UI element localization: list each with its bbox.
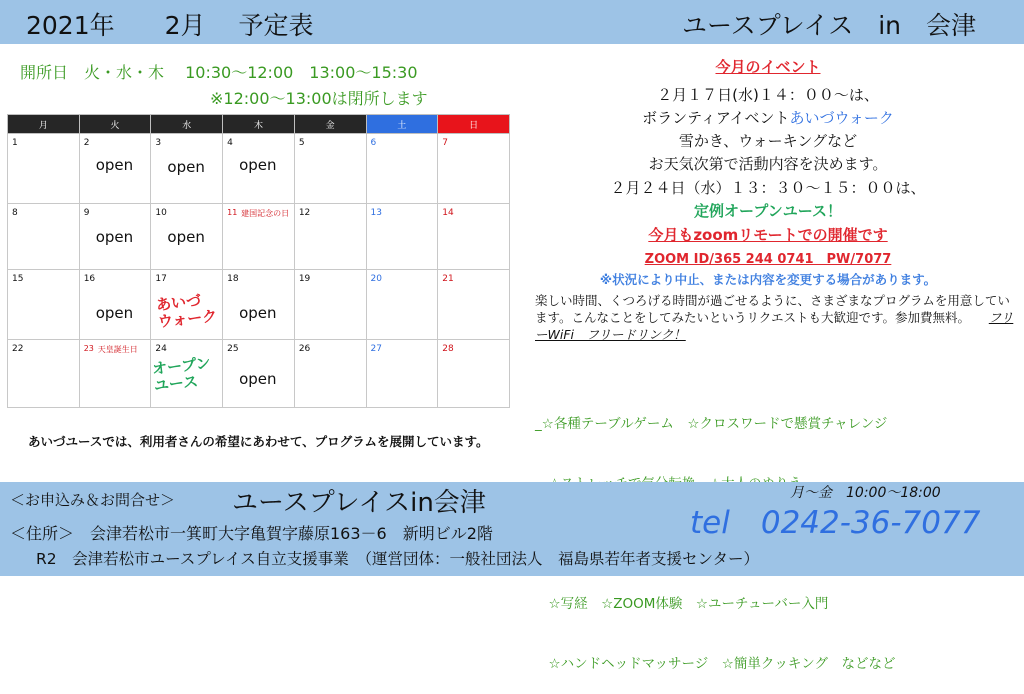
- calendar-day-cell: [223, 270, 295, 340]
- contact-label: ＜お申込み＆お問合せ＞: [10, 491, 176, 509]
- day-number: 16: [83, 274, 96, 284]
- day-number: 13: [370, 208, 382, 218]
- event-notice: ※状況により中止、または内容を変更する場合があります。: [599, 272, 937, 287]
- event-line-6: 定例オープンユース！: [694, 202, 842, 220]
- day-number: 2: [83, 138, 90, 148]
- calendar-day-cell: [8, 134, 80, 204]
- open-label: open: [95, 156, 134, 174]
- open-label: open: [239, 370, 277, 388]
- open-label: open: [95, 228, 134, 246]
- open-youth-label: オープン ユース: [151, 354, 212, 395]
- day-number: 9: [83, 208, 90, 218]
- page-title: 2021年 2月 予定表: [26, 11, 314, 40]
- holiday-label: 天皇誕生日: [97, 345, 138, 354]
- weekday-header: 金: [294, 115, 366, 134]
- calendar-day-cell: [79, 340, 151, 408]
- calendar-day-cell: [438, 134, 510, 204]
- office-hours: 月～金 10:00～18:00: [790, 485, 941, 501]
- event-line-3: 雪かき、ウォーキングなど: [678, 132, 858, 150]
- free-wifi-drink: フリーWiFi フリードリンク！: [535, 310, 1014, 342]
- day-number: 10: [155, 208, 167, 218]
- program-operator: R2 会津若松市ユースプレイス自立支援事業 （運営団体：一般社団法人 福島県若年者支援センター）: [36, 550, 759, 568]
- events-title: 今月のイベント: [715, 58, 821, 76]
- organization-title: ユースプレイス in 会津: [681, 11, 976, 40]
- calendar-day-cell: [8, 204, 80, 270]
- day-number: 17: [155, 274, 167, 284]
- day-number: 5: [298, 138, 305, 148]
- calendar-header-row: [8, 115, 510, 134]
- day-number: 3: [155, 138, 162, 148]
- day-number: 7: [442, 138, 448, 148]
- opening-hours: 開所日 火・水・木 10:30～12:00 13:00～15:30: [20, 63, 418, 82]
- calendar-day-cell: [79, 134, 151, 204]
- calendar-day-cell: [366, 204, 438, 270]
- calendar-week: [8, 204, 510, 270]
- day-number: 20: [370, 274, 382, 284]
- calendar-week: [8, 340, 510, 408]
- day-number: 21: [442, 274, 454, 284]
- calendar: [7, 114, 510, 408]
- day-number: 18: [227, 274, 239, 284]
- calendar-day-cell: [366, 270, 438, 340]
- event-line-2: [520, 107, 1016, 128]
- calendar-day-cell: [79, 204, 151, 270]
- calendar-day-cell: [366, 134, 438, 204]
- closed-hours-note: ※12:00～13:00は閉所します: [210, 89, 428, 108]
- weekday-header: 日: [438, 115, 510, 134]
- weekday-header: 水: [151, 115, 223, 134]
- open-label: open: [95, 304, 134, 322]
- calendar-day-cell: [294, 340, 366, 408]
- calendar-day-cell: [151, 134, 223, 204]
- calendar-body: [8, 134, 510, 408]
- program-item: _☆各種テーブルゲーム ☆クロスワードで懸賞チャレンジ: [535, 416, 888, 432]
- open-label: open: [239, 156, 277, 174]
- weekday-header: 火: [79, 115, 151, 134]
- calendar-week: [8, 270, 510, 340]
- calendar-day-cell: [151, 340, 223, 408]
- day-number: 4: [227, 138, 233, 148]
- day-number: 8: [12, 208, 18, 218]
- day-number: 26: [298, 344, 311, 354]
- event-line-7: 今月もzoomリモートでの開催です: [648, 226, 888, 244]
- event-line-4: お天気次第で活動内容を決めます。: [648, 155, 888, 173]
- calendar-day-cell: [79, 270, 151, 340]
- program-note: あいづユースでは、利用者さんの希望にあわせて、プログラムを展開しています。: [28, 434, 489, 449]
- day-number: 1: [12, 138, 18, 148]
- calendar-day-cell: [294, 134, 366, 204]
- day-number: 27: [370, 344, 382, 354]
- calendar-day-cell: [294, 204, 366, 270]
- day-number: 15: [12, 274, 24, 284]
- calendar-day-cell: [151, 270, 223, 340]
- event-line-1: ２月１７日(水)１４：００～は、: [657, 86, 879, 104]
- event-aizu-walk: あいづウォーク: [789, 109, 894, 127]
- weekday-header: 月: [8, 115, 80, 134]
- calendar-day-cell: [438, 270, 510, 340]
- open-label: open: [167, 228, 205, 246]
- day-number: 22: [12, 344, 24, 354]
- day-number: 28: [442, 344, 454, 354]
- weekday-header: 土: [366, 115, 438, 134]
- day-number: 23: [83, 344, 94, 353]
- footer-org-name: ユースプレイスin会津: [232, 488, 486, 518]
- calendar-day-cell: [8, 340, 80, 408]
- calendar-day-cell: [223, 134, 295, 204]
- calendar-day-cell: [438, 204, 510, 270]
- calendar-day-cell: [294, 270, 366, 340]
- address: ＜住所＞ 会津若松市一箕町大字亀賀字藤原163－6 新明ビル2階: [10, 524, 493, 543]
- intro-body: 楽しい時間、くつろげる時間が過ごせるように、さまざまなプログラムを用意しています。こんなことをしてみたいというリクエストも大歓迎です。参加費無料。: [535, 293, 1010, 325]
- event-line-5: ２月２４日（水）１３：３０～１５：００は、: [610, 179, 926, 197]
- day-number: 6: [370, 138, 377, 148]
- calendar-day-cell: [151, 204, 223, 270]
- weekday-header: 木: [223, 115, 295, 134]
- day-number: 24: [155, 344, 167, 354]
- day-number: 19: [298, 274, 311, 284]
- intro-text: [535, 292, 1020, 343]
- day-number: 12: [298, 208, 311, 218]
- program-item: ☆写経 ☆ZOOM体験 ☆ユーチューバー入門: [535, 596, 829, 612]
- calendar-day-cell: [366, 340, 438, 408]
- calendar-day-cell: [223, 204, 295, 270]
- calendar-day-cell: [8, 270, 80, 340]
- calendar-week: [8, 134, 510, 204]
- program-item: ☆ハンドヘッドマッサージ ☆簡単クッキング などなど: [535, 656, 896, 672]
- event-volunteer-label: ボランティアイベント: [642, 109, 790, 127]
- aizu-walk-label: あいづ ウォーク: [155, 291, 219, 332]
- open-label: open: [167, 158, 205, 176]
- zoom-id: ZOOM ID/365 244 0741 PW/7077: [644, 252, 892, 267]
- day-number: 25: [227, 344, 239, 354]
- open-label: open: [239, 304, 277, 322]
- day-number: 11: [227, 208, 238, 217]
- calendar-day-cell: [223, 340, 295, 408]
- day-number: 14: [442, 208, 454, 218]
- holiday-label: 建国記念の日: [241, 209, 290, 218]
- calendar-day-cell: [438, 340, 510, 408]
- phone-number[interactable]: tel 0242-36-7077: [690, 505, 981, 541]
